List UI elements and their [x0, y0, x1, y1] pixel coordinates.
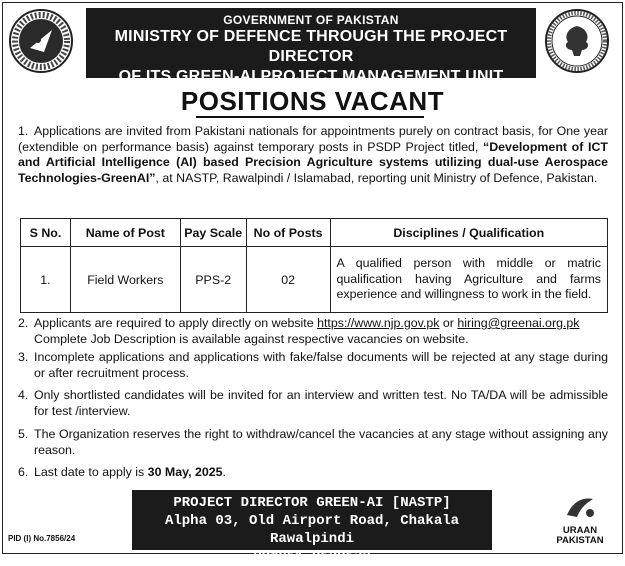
- last-date: 30 May, 2025: [147, 465, 223, 479]
- point-6-end: .: [222, 465, 226, 479]
- point-number: 6.: [18, 465, 29, 479]
- uraan-label: URAAN: [562, 525, 598, 536]
- ministry-seal-logo: [544, 8, 610, 74]
- point-number: 2.: [18, 316, 29, 330]
- header-post: Name of Post: [70, 219, 180, 247]
- point-5-text: The Organization reserves the right to withdraw/cancel the vacancies at any stage without assigning any reason.: [34, 427, 608, 457]
- point-6: [18, 465, 608, 481]
- positions-vacant-title: POSITIONS VACANT: [180, 86, 445, 116]
- point-number: 5.: [18, 427, 29, 441]
- title-underline: [196, 116, 424, 118]
- uraan-emblem-icon: [563, 495, 597, 521]
- header-scale: Pay Scale: [180, 219, 246, 247]
- uraan-pakistan-logo: [545, 495, 615, 551]
- cell-post: Field Workers: [70, 247, 180, 313]
- point-5: [18, 427, 608, 458]
- point-4-text: Only shortlisted candidates will be invited for an interview and written test. No TA/DA will be admissible for test /interview.: [34, 388, 608, 418]
- point-2: [18, 316, 608, 347]
- positions-table: [20, 218, 608, 313]
- footer-title: PROJECT DIRECTOR GREEN-AI [NASTP]: [173, 495, 451, 511]
- point-2-text-b: Complete Job Description is available against respective vacancies on website.: [34, 331, 469, 346]
- point-number: 3.: [18, 350, 29, 364]
- footer-phone: PH#051-9529532: [253, 549, 371, 565]
- point-3: [18, 350, 608, 381]
- intro-text: Applications are invited from Pakistani nationals for appointments purely on contract basis, for One year (extendible on performance basis) against temporary posts in PSDP Project titled,: [18, 124, 608, 154]
- table-header-row: [21, 219, 608, 247]
- cell-count: 02: [246, 247, 330, 313]
- header-count: No of Posts: [246, 219, 330, 247]
- cell-scale: PPS-2: [180, 247, 246, 313]
- cell-sno: 1.: [21, 247, 71, 313]
- email-link[interactable]: hiring@greenai.org.pk: [457, 316, 580, 330]
- project-title: “Development of ICT and Artificial Intelligence (AI) based Precision Agriculture systems utilizing dual-use Aerospace Technologies-GreenAI”: [18, 139, 608, 185]
- website-link[interactable]: https://www.njp.gov.pk: [317, 316, 440, 330]
- point-number: 1.: [18, 124, 29, 138]
- unit-heading: OF ITS GREEN-AI PROJECT MANAGEMENT UNIT: [118, 68, 504, 85]
- header-banner: [86, 8, 536, 85]
- government-heading: GOVERNMENT OF PAKISTAN: [223, 13, 399, 27]
- intro-paragraph: [18, 124, 608, 186]
- header-qualification: Disciplines / Qualification: [330, 219, 607, 247]
- point-3-text: Incomplete applications and applications with fake/false documents will be rejected at any stage during or after recruitment process.: [34, 350, 608, 380]
- point-4: [18, 388, 608, 419]
- header-sno: S No.: [21, 219, 71, 247]
- table-row: [21, 247, 608, 313]
- point-2-text: Applicants are required to apply directly on website: [34, 316, 314, 330]
- cell-qualification: A qualified person with middle or matric qualification having Agriculture and farms experience and willingness to work in the field.: [330, 247, 607, 313]
- pakistan-label: PAKISTAN: [556, 535, 604, 546]
- ministry-heading: MINISTRY OF DEFENCE THROUGH THE PROJECT DIRECTOR: [114, 28, 508, 65]
- or-text: or: [442, 316, 454, 330]
- point-6-text: Last date to apply is: [34, 465, 145, 479]
- nastp-logo: [8, 8, 74, 74]
- intro-text-end: , at NASTP, Rawalpindi / Islamabad, reporting unit Ministry of Defence, Pakistan.: [155, 170, 598, 185]
- pid-number: PID (I) No.7856/24: [8, 534, 76, 543]
- contact-footer: [132, 490, 492, 565]
- footer-address: Alpha 03, Old Airport Road, Chakala Rawalpindi: [164, 513, 460, 547]
- point-number: 4.: [18, 388, 29, 402]
